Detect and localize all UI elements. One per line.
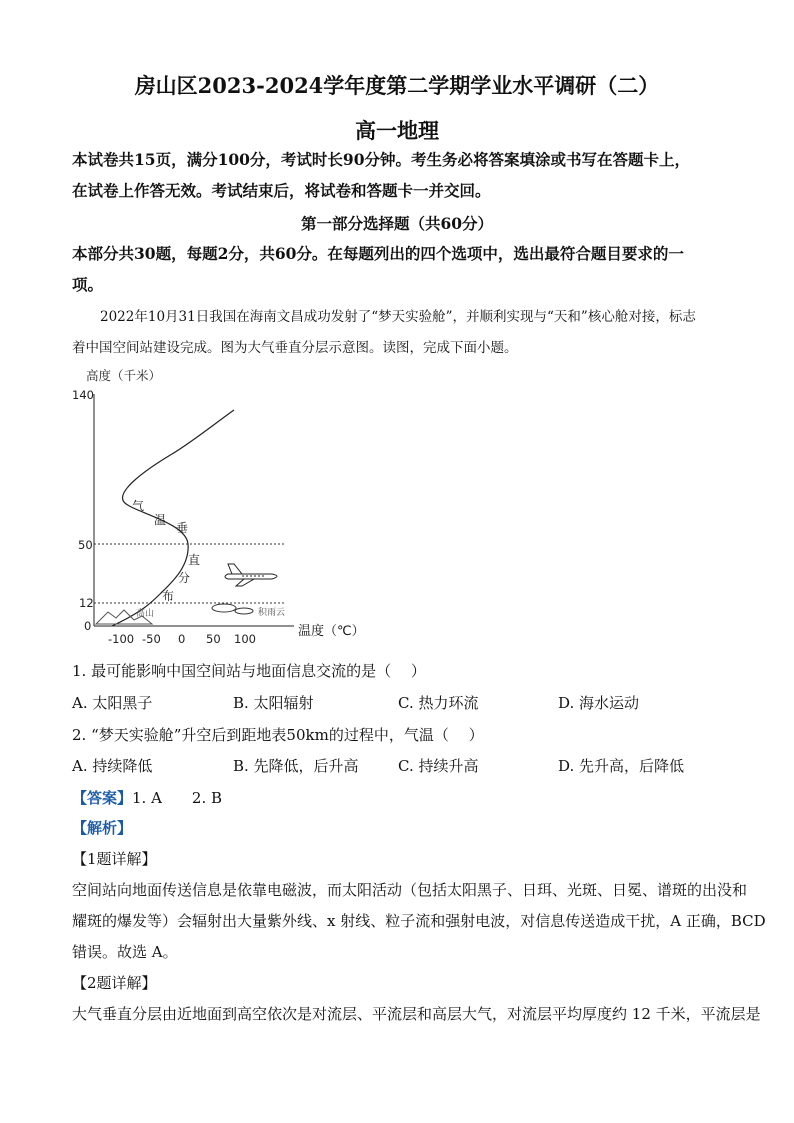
curve-label-zhi: 直 <box>188 553 201 567</box>
answer-line <box>72 787 222 808</box>
y-tick-140: 140 <box>72 388 94 402</box>
exam-instructions <box>72 144 722 206</box>
material-text <box>72 302 732 364</box>
question-1-option-d[interactable]: D. 海水运动 <box>558 694 640 712</box>
question-2-option-d[interactable]: D. 先升高，后降低 <box>558 757 685 775</box>
airplane-icon <box>225 564 277 586</box>
analysis-label: 【解析】 <box>72 819 133 837</box>
y-axis-label: 高度（千米） <box>86 368 162 383</box>
question-1-stem: 1. 最可能影响中国空间站与地面信息交流的是（ ） <box>72 662 426 680</box>
question-2-option-b[interactable]: B. 先降低，后升高 <box>233 757 359 775</box>
cloud-icon <box>212 604 253 614</box>
q1-explanation-line-2: 耀斑的爆发等）会辐射出大量紫外线、x 射线、粒子流和强射电波，对信息传送造成干扰，A 正确，BCD <box>72 912 766 930</box>
answer-text: 1. A 2. B <box>132 789 223 807</box>
y-tick-12: 12 <box>79 596 94 610</box>
x-tick-minus50: -50 <box>142 632 161 644</box>
x-axis-label: 温度（℃） <box>298 624 365 639</box>
instructions-line-2: 在试卷上作答无效。考试结束后，将试卷和答题卡一并交回。 <box>72 181 491 200</box>
section-heading: 第一部分选择题（共60分） <box>300 214 494 233</box>
curve-label-wen: 温 <box>154 513 167 527</box>
section-description <box>72 238 722 300</box>
q1-detail-heading: 【1题详解】 <box>72 850 157 868</box>
subject-title: 高一地理 <box>355 118 439 143</box>
material-line-2: 着中国空间站建设完成。图为大气垂直分层示意图。读图，完成下面小题。 <box>72 340 518 356</box>
material-line-1: 2022年10月31日我国在海南文昌成功发射了“梦天实验舱”，并顺利实现与“天和”核心舱对接，标志 <box>100 309 696 325</box>
question-1-option-a[interactable]: A. 太阳黑子 <box>72 694 153 712</box>
q2-detail-heading: 【2题详解】 <box>72 974 157 992</box>
cloud-label: 积雨云 <box>258 608 286 618</box>
x-tick-50: 50 <box>206 632 221 644</box>
curve-label-qi: 气 <box>132 499 145 513</box>
x-tick-0: 0 <box>178 632 186 644</box>
section-desc-line-1: 本部分共30题，每题2分，共60分。在每题列出的四个选项中，选出最符合题目要求的一 <box>72 244 684 263</box>
y-tick-50: 50 <box>78 538 93 552</box>
y-tick-0: 0 <box>84 619 92 633</box>
question-2-option-a[interactable]: A. 持续降低 <box>72 757 153 775</box>
analysis-tag <box>72 817 132 838</box>
page-title: 房山区2023-2024学年度第二学期学业水平调研（二） <box>134 73 660 98</box>
answer-tag: 【答案】 <box>72 789 133 807</box>
q1-explanation-line-1: 空间站向地面传送信息是依靠电磁波，而太阳活动（包括太阳黑子、日珥、光斑、日冕、谱斑的出没和 <box>72 881 748 899</box>
mountain-label: 高山 <box>136 609 155 619</box>
question-2-stem: 2. “梦天实验舱”升空后到距地表50km的过程中，气温（ ） <box>72 726 484 744</box>
question-2-option-c[interactable]: C. 持续升高 <box>398 757 479 775</box>
instructions-line-1: 本试卷共15页，满分100分，考试时长90分钟。考生务必将答案填涂或书写在答题卡上， <box>72 150 690 169</box>
curve-label-fen: 分 <box>178 571 191 585</box>
question-1-option-c[interactable]: C. 热力环流 <box>398 694 479 712</box>
x-tick-100: 100 <box>234 632 256 644</box>
curve-label-bu: 布 <box>162 589 175 603</box>
atmosphere-vertical-figure <box>72 362 372 644</box>
x-tick-minus100: -100 <box>108 632 135 644</box>
q1-explanation-line-3: 错误。故选 A。 <box>72 943 178 961</box>
q2-explanation-line-1: 大气垂直分层由近地面到高空依次是对流层、平流层和高层大气，对流层平均厚度约 12 千米，平流层是 <box>72 1005 761 1023</box>
curve-label-chui: 垂 <box>176 521 189 535</box>
question-1-option-b[interactable]: B. 太阳辐射 <box>233 694 314 712</box>
section-desc-line-2: 项。 <box>72 275 104 294</box>
